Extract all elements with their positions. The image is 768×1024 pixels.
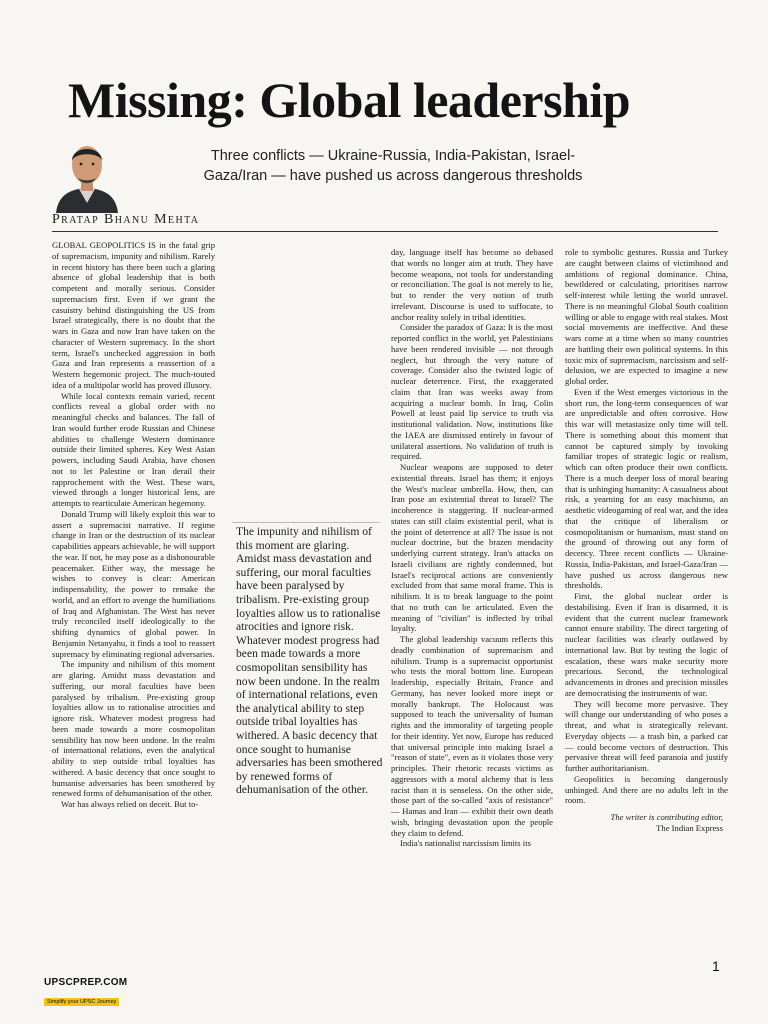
footer-logo[interactable] — [44, 977, 127, 1007]
author-portrait — [52, 135, 122, 213]
paragraph: The impunity and nihilism of this moment are glaring. Amidst mass devastation and suffering, our moral faculties have been paralysed by tribalism. Pre-existing group loyalties allow us to rationalise atrocities and ignore risk. Whatever modest progress had been made towards a more cosmopolitan sensibility has now been undone. In the realm of international relations, even the analytical ability to step outside tribal loyalties has withered. A basic decency that once sought to humanise adversaries has been smothered by renewed forms of dehumanisation of the other. — [52, 659, 215, 799]
article-column-3 — [391, 247, 553, 849]
paragraph: They will become more pervasive. They will change our understanding of who poses a threat, and what is strategically relevant. Everyday objects — a trash bin, a parked car — could become vectors of destruction. This pervasive threat will feed paranoia and justify further authoritarianism. — [565, 698, 728, 773]
author-byline: Pratap Bhanu Mehta — [52, 212, 200, 227]
tagline-publication: The Indian Express — [656, 823, 723, 833]
paragraph: Even if the West emerges victorious in the short run, the long-term consequences of war are unpredictable and often corrosive. How this war will metastasize only time will tell. There is something about this moment that cannot be captured simply by invoking familiar tropes of strategic logic or realism, which can often produce their own conflicts. There is a much deeper loss of moral bearing that is unhinging humanity: A casualness about risk, a yearning for an easy machismo, an aesthetic videogaming of real war, and the idea that the critique of liberalism or cosmopolitanism or humanism, must stand on the ground of throwing out any form of decency. Three recent conflicts — Ukraine-Russia, India-Pakistan, and Israel-Gaza/Iran — have pushed us across dangerous new thresholds. — [565, 386, 728, 591]
paragraph: role to symbolic gestures. Russia and Turkey are caught between claims of victimhood and ambitions of regional dominance. China, bewildered or calculating, prioritises narrow self-interest while letting the world unravel. There is no meaningful Global South coalition willing or able to engage with real stakes. Most social movements are ineffective. And these wars come at a time when so many countries are battling their own political systems. In this toxic mix of supremacism, narcissism and self-delusion, we are expected to imagine a new global order. — [565, 247, 729, 386]
pullquote-rule — [232, 522, 380, 523]
article-column-4 — [565, 247, 728, 807]
paragraph: Consider the paradox of Gaza: It is the most reported conflict in the world, yet Palestinians have been rendered invisible — not through neglect, but through the very nature of coverage. Consider also the twisted logic of nuclear deterrence. First, the exaggerated claim that Iran was weeks away from acquiring a nuclear bomb. In Iraq, Colin Powell at least paid lip service to truth via institutional validation. Now, institutions like the IAEA are dismissed entirely in favour of unilateral assertions. No validation of truth is required. — [391, 322, 553, 462]
paragraph: Donald Trump will likely exploit this war to assert a supremacist narrative. If regime change in Iran or the destruction of its nuclear capabilities appears achievable, he will support the war. If not, he may pose as a dishonourable peacemaker. Either way, the message he wishes to convey is clear: American indispensability, the power to remake the world, and an effort to avenge the humiliations of Iraq and Afghanistan. The West has never truly reconciled itself ideologically to the shifting dynamics of global power. In Benjamin Netanyahu, it finds a tool to reassert supremacy by eliminating regional adversaries. — [52, 508, 215, 659]
page-number: 1 — [712, 958, 720, 974]
paragraph: First, the global nuclear order is destabilising. Even if Iran is disarmed, it is evident that the current nuclear framework cannot ensure stability. The direct targeting of nuclear facilities was clearly outlawed by international law. But by testing the logic of escalation, these wars make security more precarious. Second, the technological advancements in drones and precision missiles are democratising the instruments of war. — [565, 591, 728, 698]
headline: Missing: Global leadership — [68, 72, 631, 128]
paragraph: War has always relied on deceit. But to- — [61, 799, 199, 809]
paragraph: India's nationalist narcissism limits its — [400, 838, 531, 849]
tagline-role: The writer is contributing editor, — [610, 812, 723, 822]
brand-name: UPSCPREP.COM — [44, 977, 128, 988]
deck-subheadline: Three conflicts — Ukraine-Russia, India-Pakistan, Israel-Gaza/Iran — have pushed us across dangerous thresholds — [203, 148, 583, 184]
paragraph: While local contexts remain varied, recent conflicts reveal a global order with no meaningful checks and balances. The fall of Iran would further erode Russian and Chinese abilities to challenge Western dominance outside their limited spheres. Key West Asian powers, including Saudi Arabia, have chosen not to let Palestine or Iran derail their rapprochement with the West. These wars, viewed through a longer historical lens, are attempts to rearticulate American hegemony. — [52, 390, 215, 508]
paragraph: The global leadership vacuum reflects this deadly combination of supremacism and nihilism. Trump is a supremacist opportunist who tests the moral bottom line. European leadership, especially Britain, France and Germany, has never looked more inept or morally bankrupt. The Holocaust was supposed to teach the universality of human rights and the immorality of targeting people for their identity. Yet now, Europe has reduced that universal principle into making Israel a "reason of state", even as it violates those very principles. Their rhetoric recasts victims as aggressors with a moral alchemy that is less racist than it is senseless. On the other side, those part of the so-called "axis of resistance" — Hamas and Iran — exhibit their own death wish, bringing devastation upon the people they claim to defend. — [391, 634, 553, 838]
byline-rule — [52, 231, 718, 232]
brand-slogan: Simplify your UPSC Journey — [44, 998, 119, 1006]
pullquote: The impunity and nihilism of this moment are glaring. Amidst mass devastation and suffering, our moral faculties have been paralysed by tribalism. Pre-existing group loyalties allow us to rationalise atrocities and ignore risk. Whatever modest progress had been made towards a more cosmopolitan sensibility has now been undone. In the realm of international relations, even the analytical ability to step outside tribal loyalties has withered. A basic decency that once sought to humanise adversaries has been smothered by renewed forms of dehumanisation of the other. — [236, 525, 383, 797]
author-tagline — [565, 812, 723, 834]
article-column-1 — [52, 240, 215, 810]
paragraph: Nuclear weapons are supposed to deter existential threats. Israel has them; it enjoys the West's nuclear umbrella. How, then, can Iran pose an existential threat to Israel? The incoherence is staggering. If nuclear-armed states can still claim existential peril, what is the point of deterrence at all? The issue is not nuclear doctrine, but the brazen mendacity underlying current strategy. Iran's attacks on Israeli civilians are rightly condemned, but Israel's reciprocal actions are conveniently excluded from that same moral frame. This is nihilism. It is to break language to the point that no truth can be articulated. Even the meaning of "civilian" is inflected by tribal loyalty. — [391, 462, 553, 634]
paragraph: GLOBAL GEOPOLITICS IS in the fatal grip of supremacism, impunity and nihilism. Rarely in recent history has there been such a glaring absence of global leadership that is both competent and morally serious. Consider supremacism first. Even if we grant the casuistry behind distinguishing the US from Israel strategically, there is no doubt that the wars in Gaza and now Iran have taken on the character of Western supremacy. In the short term, Israel's unchecked aggression in both Gaza and Iran represents a reassertion of a Western hegemonic project. The much-touted idea of a multipolar world has proved illusory. — [52, 240, 215, 390]
paragraph: day, language itself has become so debased that words no longer aim at truth. They have become weapons, not tools for understanding or reconciliation. The goal is not merely to lie, but to render the very notion of truth irrelevant. Discourse is used to suffocate, to anchor reality solely in tribal identities. — [391, 247, 553, 322]
paragraph: Geopolitics is becoming dangerously unhinged. And there are no adults left in the room. — [565, 773, 728, 806]
